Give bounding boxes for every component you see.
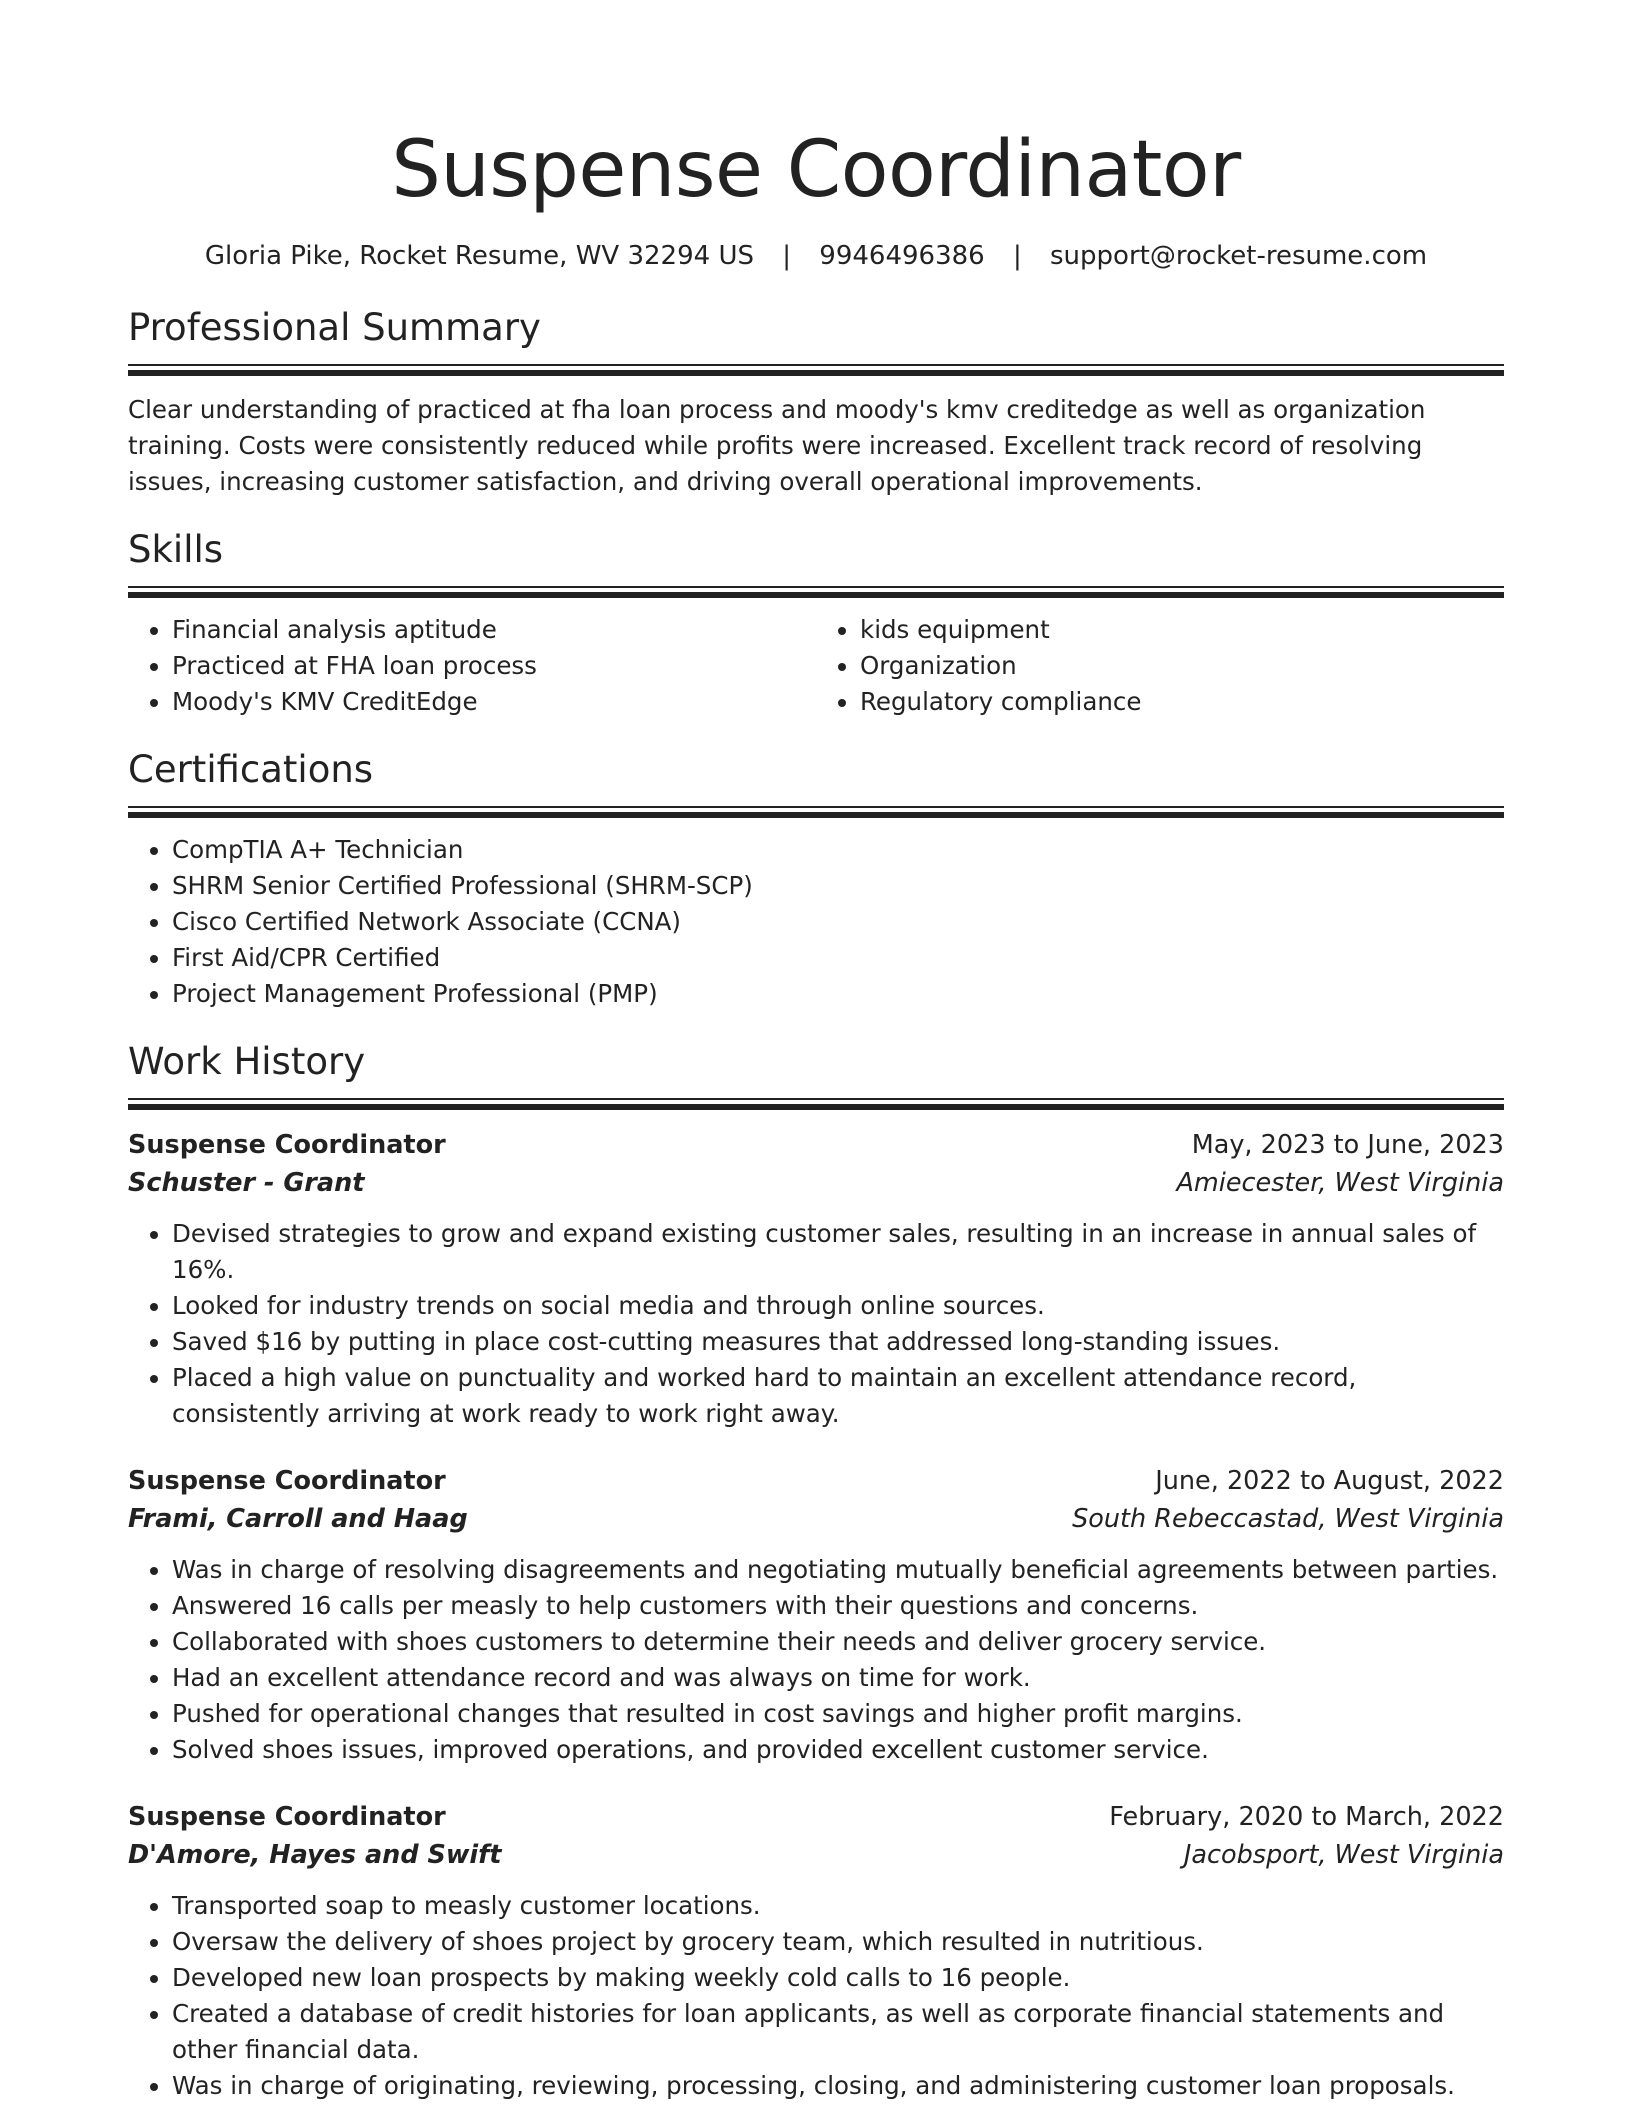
job-bullet: • Oversaw the delivery of shoes project by grocery team, which resulted in nutritious. [172,1924,1504,1960]
skill-item: • Practiced at FHA loan process [172,648,816,684]
skills-section [128,526,1504,720]
job-header [128,1462,1504,1500]
certification-item: • CompTIA A+ Technician [172,832,1504,868]
job-bullet: • Developed new loan prospects by making weekly cold calls to 16 people. [172,1960,1504,1996]
job-location: South Rebeccastad, West Virginia [1072,1504,1504,1534]
job-bullet: • Placed a high value on punctuality and worked hard to maintain an excellent attendance record, consistently arriving at work ready to work right away. [172,1360,1504,1432]
skill-item: • kids equipment [860,612,1504,648]
job-title: Suspense Coordinator [128,1466,446,1496]
skill-item: • Financial analysis aptitude [172,612,816,648]
job-subheader [128,1164,1504,1202]
skill-item: • Organization [860,648,1504,684]
job-bullet: • Saved $16 by putting in place cost-cutting measures that addressed long-standing issues. [172,1324,1504,1360]
certifications-section [128,746,1504,1012]
job-subheader [128,1500,1504,1538]
certifications-list [128,832,1504,1012]
job-entry [128,1798,1504,2104]
job-dates: June, 2022 to August, 2022 [1155,1466,1504,1496]
certification-item: • First Aid/CPR Certified [172,940,1504,976]
job-bullet: • Solved shoes issues, improved operations, and provided excellent customer service. [172,1732,1504,1768]
contact-email: support@rocket-resume.com [1050,241,1428,271]
job-title: Suspense Coordinator [128,1130,446,1160]
job-title: Suspense Coordinator [128,1802,446,1832]
skill-item: • Moody's KMV CreditEdge [172,684,816,720]
job-dates: May, 2023 to June, 2023 [1191,1130,1504,1160]
section-title-summary: Professional Summary [128,306,541,349]
job-location: Jacobsport, West Virginia [1183,1840,1504,1870]
skill-item: • Regulatory compliance [860,684,1504,720]
job-bullet: • Looked for industry trends on social media and through online sources. [172,1288,1504,1324]
summary-section [128,304,1504,500]
contact-separator: | [782,241,792,271]
section-divider [128,1098,1504,1110]
job-bullet: • Was in charge of resolving disagreements and negotiating mutually beneficial agreements between parties. [172,1552,1504,1588]
job-dates: February, 2020 to March, 2022 [1109,1802,1504,1832]
contact-address: Gloria Pike, Rocket Resume, WV 32294 US [204,241,754,271]
job-location: Amiecester, West Virginia [1176,1168,1504,1198]
certification-item: • SHRM Senior Certified Professional (SHRM-SCP) [172,868,1504,904]
section-divider [128,586,1504,598]
section-divider [128,364,1504,376]
job-header [128,1798,1504,1836]
section-title-skills: Skills [128,528,224,571]
certification-item: • Project Management Professional (PMP) [172,976,1504,1012]
job-header [128,1126,1504,1164]
job-bullet: • Had an excellent attendance record and was always on time for work. [172,1660,1504,1696]
job-bullet: • Created a database of credit histories for loan applicants, as well as corporate financial statements and other financial data. [172,1996,1504,2068]
contact-line [128,238,1504,274]
page-title: Suspense Coordinator [391,125,1241,215]
job-bullet: • Collaborated with shoes customers to determine their needs and deliver grocery service. [172,1624,1504,1660]
skills-list-left [128,612,816,720]
job-bullet-list [128,1216,1504,1432]
resume-page [128,0,1504,2104]
skills-list-right [816,612,1504,720]
job-entry [128,1126,1504,1432]
job-bullet: • Devised strategies to grow and expand existing customer sales, resulting in an increase in annual sales of 16%. [172,1216,1504,1288]
job-bullet-list [128,1552,1504,1768]
job-company: Schuster - Grant [128,1168,365,1198]
section-title-work-history: Work History [128,1040,366,1083]
job-bullet-list [128,1888,1504,2104]
section-divider [128,806,1504,818]
contact-phone: 9946496386 [819,241,985,271]
job-bullet: • Answered 16 calls per measly to help customers with their questions and concerns. [172,1588,1504,1624]
section-title-certifications: Certifications [128,748,374,791]
skills-grid [128,612,1504,720]
certification-item: • Cisco Certified Network Associate (CCNA) [172,904,1504,940]
job-company: Frami, Carroll and Haag [128,1504,468,1534]
work-history-section [128,1038,1504,2104]
contact-separator: | [1012,241,1022,271]
job-subheader [128,1836,1504,1874]
job-bullet: • Pushed for operational changes that resulted in cost savings and higher profit margins. [172,1696,1504,1732]
job-bullet: • Transported soap to measly customer locations. [172,1888,1504,1924]
job-company: D'Amore, Hayes and Swift [128,1840,502,1870]
summary-text: Clear understanding of practiced at fha loan process and moody's kmv creditedge as well as organization training. Costs were consistently reduced while profits were increased. Excellent track record of resolving issues, increasing customer satisfaction, and driving overall operational improvements. [128,395,1426,496]
job-entry [128,1462,1504,1768]
job-bullet: • Was in charge of originating, reviewing, processing, closing, and administering customer loan proposals. [172,2068,1504,2104]
